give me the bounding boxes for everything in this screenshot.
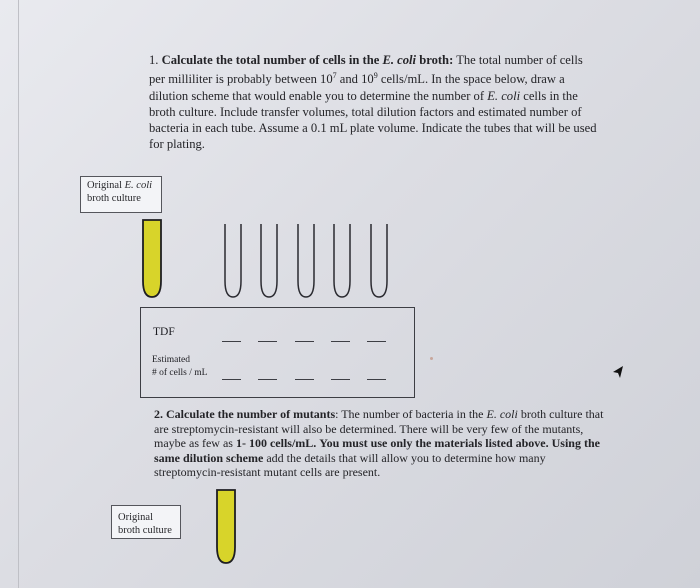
- cells-blank: [367, 379, 386, 380]
- question-1-number: 1.: [149, 53, 159, 67]
- question-2-heading: 2. Calculate the number of mutants: [154, 407, 336, 421]
- original-culture-label-box-2: [111, 505, 181, 539]
- tdf-blank: [367, 341, 386, 342]
- test-tube-icon: [259, 223, 279, 299]
- test-tube-icon: [332, 223, 352, 299]
- tdf-blank: [295, 341, 314, 342]
- original-culture-label-box: [80, 176, 162, 213]
- paper-speck: [430, 357, 433, 360]
- test-tube-icon: [296, 223, 316, 299]
- dilution-table: [140, 307, 415, 398]
- pointer-cursor-icon: [612, 365, 624, 379]
- cells-blank: [222, 379, 241, 380]
- tdf-blank: [258, 341, 277, 342]
- cells-blank: [331, 379, 350, 380]
- tdf-label: TDF: [153, 326, 175, 338]
- cells-blank: [258, 379, 277, 380]
- test-tube-icon: [215, 489, 237, 565]
- original-culture-2-line2: broth culture: [118, 524, 172, 536]
- estimated-cells-label: Estimated # of cells / mL: [152, 355, 208, 378]
- tdf-blank: [222, 341, 241, 342]
- page-edge-line: [18, 0, 19, 588]
- test-tube-icon: [369, 223, 389, 299]
- question-1-text: 1. Calculate the total number of cells in the E. coli broth: The total number of cells per milliliter is probably between $10^7$ and $10^9$ cells/mL. In the space below, draw a dilution scheme that would enable you to determine the number of E. coli cells in the broth culture. Include transfer volumes, total dilution factors and estimated number of bacteria in each tube. Assume a 0.1 mL plate volume. Indicate the tubes that will be used for plating.: [149, 53, 597, 152]
- question-2-text: 2. Calculate the number of mutants: The number of bacteria in the E. coli broth culture that are streptomycin-resistant will also be determined. There will be very few of the mutants, maybe as few as 1- 100 cells/mL. You must use only the materials listed above. Using the same dilution scheme add the details that will allow you to determine how many streptomycin-resistant mutant cells are present.: [154, 407, 604, 480]
- question-1-heading: Calculate the total number of cells in the E. coli broth:: [161, 53, 454, 67]
- original-culture-line1: Original E. coli: [87, 180, 153, 191]
- tdf-blank: [331, 341, 350, 342]
- original-culture-2-line1: Original: [118, 512, 153, 523]
- test-tube-icon: [223, 223, 243, 299]
- original-culture-line2: broth culture: [87, 192, 141, 204]
- cells-blank: [295, 379, 314, 380]
- test-tube-icon: [141, 219, 163, 299]
